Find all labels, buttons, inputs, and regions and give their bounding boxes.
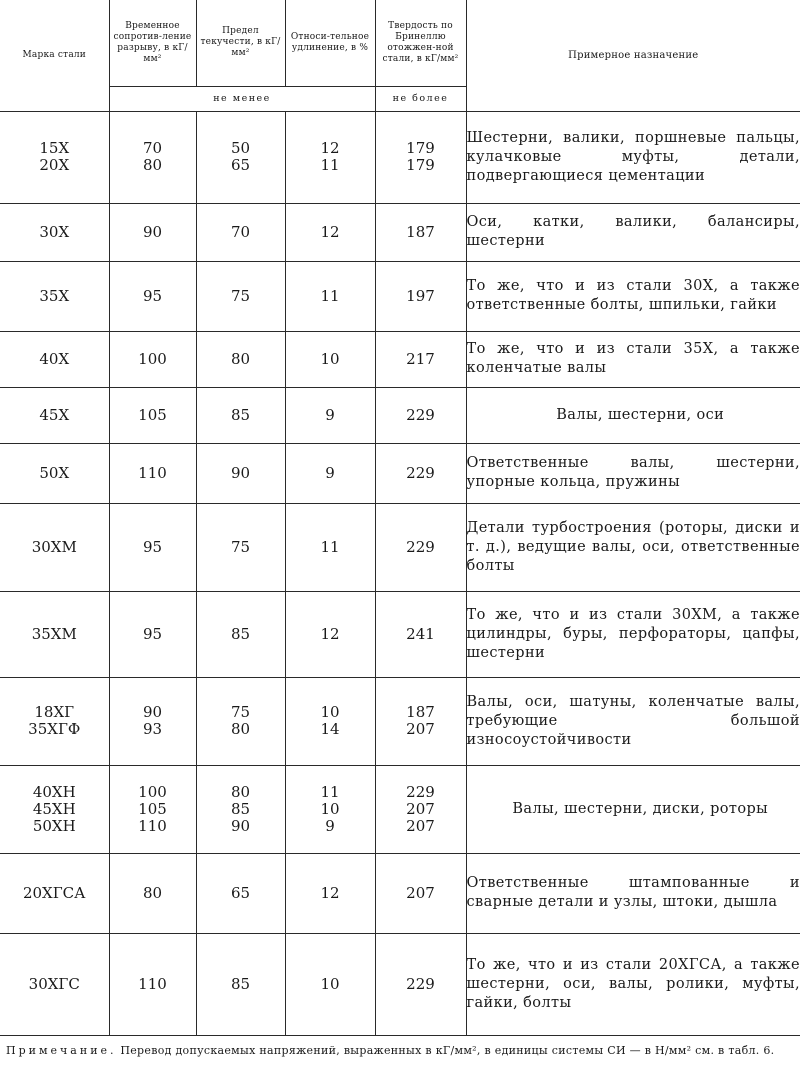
cell-yield [196, 765, 285, 853]
cell-elongation-value: 12 [320, 883, 340, 902]
cell-hardness [375, 443, 466, 503]
cell-yield-value: 65 [230, 883, 251, 902]
cell-yield-value: 50 [230, 139, 251, 157]
cell-grade-value: 35Х [39, 286, 70, 305]
table-row [0, 387, 800, 443]
cell-tensile-value: 110 [138, 463, 167, 482]
cell-grade-value: 20Х [39, 156, 70, 174]
cell-hardness-value: 229 [406, 405, 435, 424]
cell-hardness [375, 591, 466, 677]
cell-grade-value: 40ХН [32, 782, 76, 801]
table-row [0, 261, 800, 331]
cell-elongation [285, 765, 375, 853]
cell-elongation-value: 9 [325, 463, 335, 482]
cell-grade [0, 503, 109, 591]
table-body [0, 111, 800, 1035]
cell-purpose: То же, что и из стали 30ХМ, а также цилиндры, буры, перфораторы, цапфы, шестерни [466, 591, 800, 677]
table-row [0, 853, 800, 933]
cell-grade-value: 35ХМ [31, 624, 77, 643]
cell-hardness-value: 229 [406, 463, 435, 482]
cell-grade [0, 765, 109, 853]
cell-elongation-value: 11 [320, 537, 340, 556]
cell-yield [196, 331, 285, 387]
cell-hardness [375, 853, 466, 933]
cell-tensile [109, 261, 196, 331]
cell-hardness-value: 187 [406, 703, 435, 721]
table-row [0, 503, 800, 591]
cell-hardness-value: 207 [406, 799, 435, 818]
cell-purpose: Ответственные штампованные и сварные детали и узлы, штоки, дышла [466, 853, 800, 933]
cell-yield-value: 65 [230, 156, 251, 174]
cell-yield-value: 80 [230, 782, 251, 801]
cell-yield [196, 503, 285, 591]
cell-hardness [375, 387, 466, 443]
cell-grade [0, 111, 109, 203]
cell-elongation-value: 12 [320, 139, 340, 157]
cell-grade [0, 591, 109, 677]
cell-hardness-value: 241 [406, 624, 435, 643]
table-row [0, 591, 800, 677]
cell-elongation-value: 10 [320, 974, 340, 993]
cell-tensile-value: 95 [142, 286, 163, 305]
cell-grade-value: 30Х [39, 222, 70, 241]
cell-grade [0, 933, 109, 1035]
cell-elongation-value: 10 [320, 349, 340, 368]
cell-hardness [375, 111, 466, 203]
cell-grade [0, 261, 109, 331]
cell-elongation [285, 203, 375, 261]
cell-tensile [109, 591, 196, 677]
cell-tensile [109, 677, 196, 765]
cell-yield [196, 111, 285, 203]
cell-hardness [375, 331, 466, 387]
cell-tensile-value: 95 [142, 537, 163, 556]
cell-hardness-value: 229 [406, 537, 435, 556]
cell-grade-value: 30ХМ [31, 537, 77, 556]
cell-purpose: Валы, шестерни, оси [466, 387, 800, 443]
cell-grade-value: 40Х [39, 349, 70, 368]
cell-hardness-value: 197 [406, 286, 435, 305]
cell-grade [0, 677, 109, 765]
cell-elongation [285, 387, 375, 443]
cell-tensile-value: 95 [142, 624, 163, 643]
cell-grade-value: 45Х [39, 405, 70, 424]
cell-tensile-value: 90 [142, 703, 163, 721]
cell-grade [0, 443, 109, 503]
table-row [0, 443, 800, 503]
header-hardness: Твердость по Бринеллю отожжен-ной стали, в кГ/мм² [375, 0, 466, 86]
cell-yield-value: 70 [230, 222, 251, 241]
cell-yield-value: 80 [230, 349, 251, 368]
cell-hardness-value: 207 [406, 816, 435, 835]
header-elongation: Относи-тельное удлинение, в % [285, 0, 375, 86]
cell-elongation-value: 14 [320, 720, 340, 738]
cell-elongation [285, 443, 375, 503]
cell-tensile-value: 80 [142, 156, 163, 174]
cell-elongation-value: 12 [320, 222, 340, 241]
header-yield: Предел текучести, в кГ/мм² [196, 0, 285, 86]
footnote-label: Примечание. [6, 1044, 117, 1057]
cell-elongation-value: 9 [325, 816, 335, 835]
cell-hardness [375, 765, 466, 853]
cell-yield [196, 591, 285, 677]
cell-yield-value: 85 [230, 624, 251, 643]
cell-yield-value: 90 [230, 816, 251, 835]
cell-yield [196, 933, 285, 1035]
cell-hardness-value: 207 [406, 883, 435, 902]
cell-yield-value: 75 [230, 703, 251, 721]
cell-purpose: Ответственные валы, шестерни, упорные кольца, пружины [466, 443, 800, 503]
header-purpose: Примерное назначение [466, 0, 800, 111]
cell-yield-value: 85 [230, 974, 251, 993]
cell-grade-value: 50ХН [32, 816, 76, 835]
cell-hardness-value: 207 [406, 720, 435, 738]
cell-tensile-value: 80 [142, 883, 163, 902]
cell-purpose: Валы, шестерни, диски, роторы [466, 765, 800, 853]
cell-elongation-value: 12 [320, 624, 340, 643]
cell-purpose: То же, что и из стали 35Х, а также коленчатые валы [466, 331, 800, 387]
cell-grade [0, 387, 109, 443]
cell-yield-value: 85 [230, 799, 251, 818]
cell-grade [0, 331, 109, 387]
cell-purpose: Детали турбостроения (роторы, диски и т. д.), ведущие валы, оси, ответственные болты [466, 503, 800, 591]
cell-elongation [285, 331, 375, 387]
cell-tensile-value: 100 [138, 349, 167, 368]
cell-tensile [109, 443, 196, 503]
header-grade: Марка стали [0, 0, 109, 111]
cell-purpose: То же, что и из стали 30Х, а также ответственные болты, шпильки, гайки [466, 261, 800, 331]
cell-grade-value: 35ХГФ [28, 720, 81, 738]
cell-elongation [285, 853, 375, 933]
cell-hardness-value: 179 [406, 156, 435, 174]
cell-tensile-value: 105 [138, 405, 167, 424]
cell-elongation-value: 10 [320, 703, 340, 721]
cell-grade-value: 45ХН [32, 799, 76, 818]
cell-purpose: Шестерни, валики, поршневые пальцы, кулачковые муфты, детали, подвергающиеся цементации [466, 111, 800, 203]
cell-hardness [375, 261, 466, 331]
footnote-text: Перевод допускаемых напряжений, выраженных в кГ/мм², в единицы системы СИ — в Н/мм² см. в табл. 6. [120, 1044, 775, 1057]
cell-grade-value: 30ХГС [28, 974, 80, 993]
cell-hardness-value: 229 [406, 974, 435, 993]
cell-yield [196, 677, 285, 765]
header-not-more: не более [375, 86, 466, 111]
cell-yield [196, 261, 285, 331]
cell-hardness-value: 217 [406, 349, 435, 368]
footnote [6, 1044, 796, 1057]
cell-elongation [285, 591, 375, 677]
table-row [0, 933, 800, 1035]
cell-grade [0, 853, 109, 933]
cell-grade-value: 20ХГСА [22, 883, 86, 902]
cell-tensile-value: 93 [142, 720, 163, 738]
cell-elongation-value: 10 [320, 799, 340, 818]
cell-yield-value: 75 [230, 537, 251, 556]
cell-yield [196, 443, 285, 503]
cell-hardness [375, 203, 466, 261]
cell-elongation-value: 9 [325, 405, 335, 424]
cell-purpose: Оси, катки, валики, балансиры, шестерни [466, 203, 800, 261]
cell-tensile-value: 110 [138, 974, 167, 993]
cell-tensile [109, 203, 196, 261]
cell-tensile-value: 70 [142, 139, 163, 157]
table-row [0, 677, 800, 765]
cell-elongation [285, 261, 375, 331]
cell-elongation [285, 677, 375, 765]
table-row [0, 765, 800, 853]
header-tensile: Временное сопротив-ление разрыву, в кГ/мм² [109, 0, 196, 86]
cell-tensile [109, 503, 196, 591]
cell-yield [196, 203, 285, 261]
cell-grade [0, 203, 109, 261]
cell-grade-value: 18ХГ [34, 703, 75, 721]
cell-elongation-value: 11 [320, 782, 340, 801]
header-row [0, 0, 800, 86]
cell-grade-value: 50Х [39, 463, 70, 482]
cell-purpose: То же, что и из стали 20ХГСА, а также шестерни, оси, валы, ролики, муфты, гайки, болты [466, 933, 800, 1035]
cell-tensile [109, 331, 196, 387]
cell-purpose: Валы, оси, шатуны, коленчатые валы, требующие большой износоустойчивости [466, 677, 800, 765]
cell-elongation [285, 933, 375, 1035]
cell-elongation [285, 503, 375, 591]
cell-tensile [109, 933, 196, 1035]
cell-tensile [109, 111, 196, 203]
cell-tensile-value: 105 [138, 799, 167, 818]
cell-hardness [375, 677, 466, 765]
cell-elongation [285, 111, 375, 203]
header-not-less: не менее [109, 86, 375, 111]
cell-elongation-value: 11 [320, 156, 340, 174]
cell-hardness-value: 179 [406, 139, 435, 157]
table-row [0, 331, 800, 387]
cell-yield [196, 387, 285, 443]
cell-hardness [375, 503, 466, 591]
cell-yield [196, 853, 285, 933]
cell-tensile-value: 100 [138, 782, 167, 801]
table-row [0, 111, 800, 203]
cell-yield-value: 85 [230, 405, 251, 424]
cell-tensile [109, 853, 196, 933]
cell-tensile-value: 110 [138, 816, 167, 835]
cell-hardness [375, 933, 466, 1035]
cell-hardness-value: 187 [406, 222, 435, 241]
cell-yield-value: 75 [230, 286, 251, 305]
cell-yield-value: 80 [230, 720, 251, 738]
cell-hardness-value: 229 [406, 782, 435, 801]
cell-tensile [109, 387, 196, 443]
cell-yield-value: 90 [230, 463, 251, 482]
table-row [0, 203, 800, 261]
cell-grade-value: 15Х [39, 139, 70, 157]
cell-tensile-value: 90 [142, 222, 163, 241]
cell-tensile [109, 765, 196, 853]
cell-elongation-value: 11 [320, 286, 340, 305]
